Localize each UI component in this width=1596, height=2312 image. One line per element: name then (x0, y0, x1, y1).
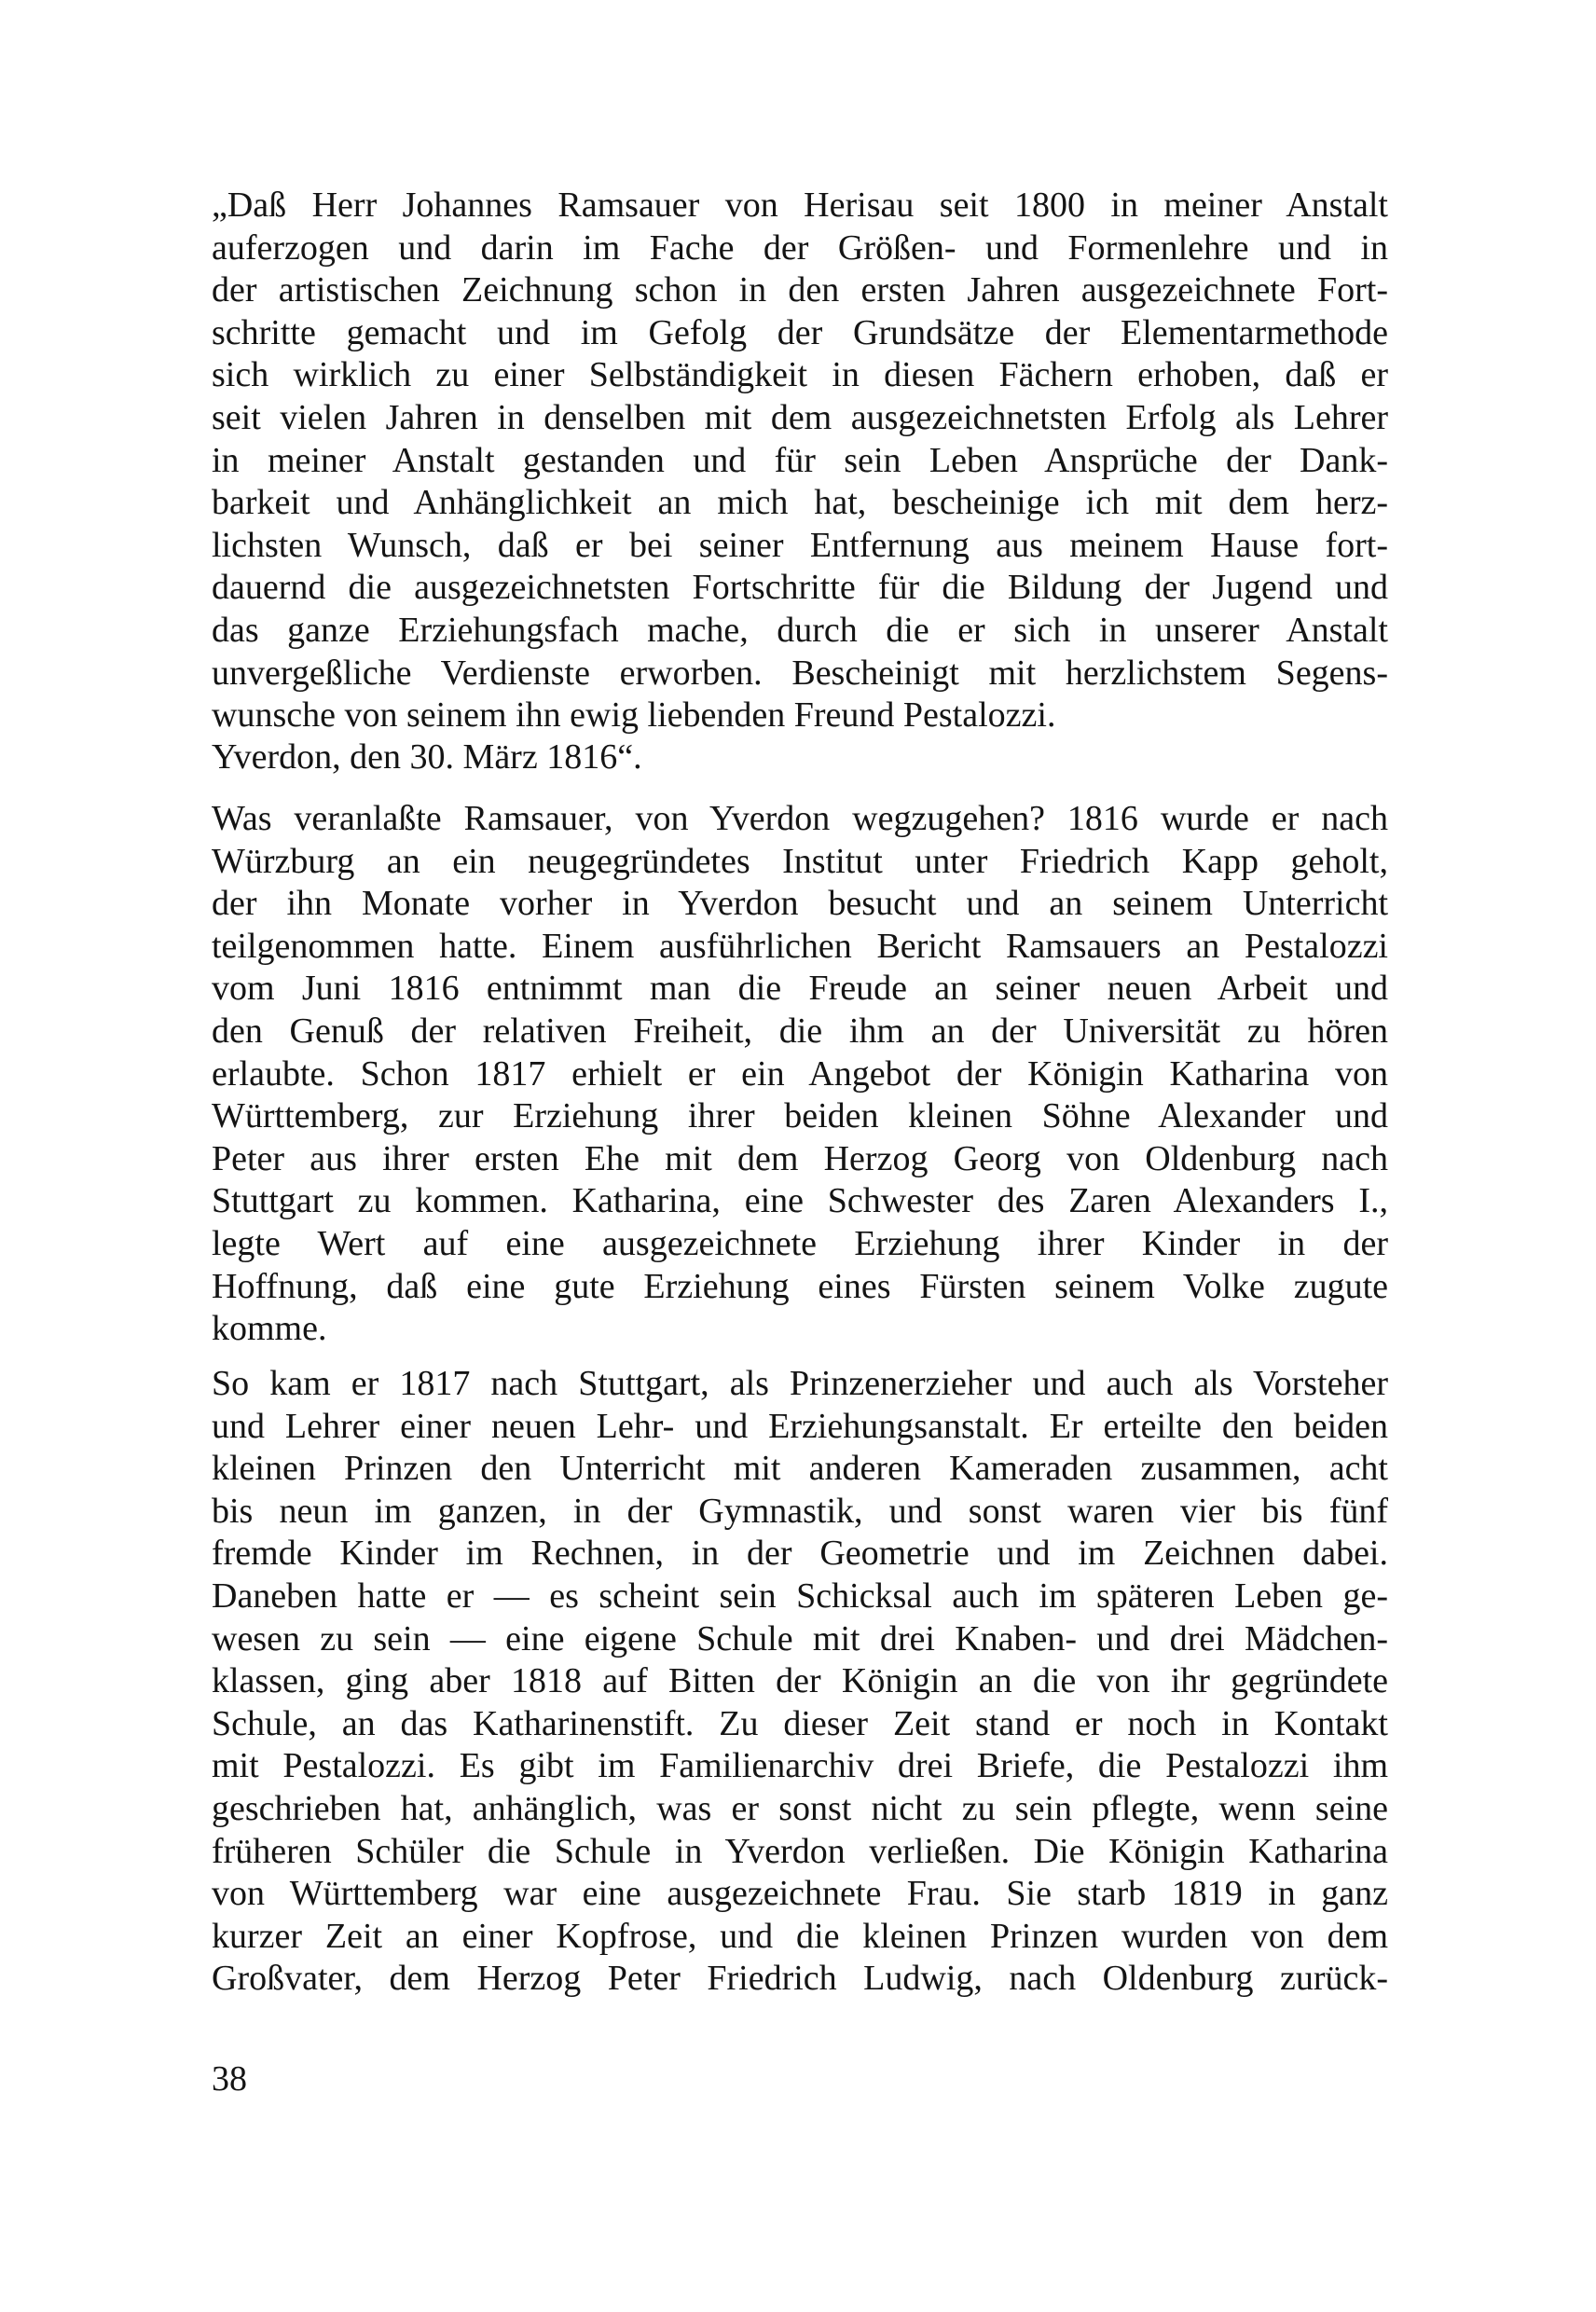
text-line: Yverdon, den 30. März 1816“. (212, 737, 642, 777)
text-line: in meiner Anstalt gestanden und für sein Leben Ansprüche der Dank- (212, 440, 1388, 480)
text-line: wesen zu sein — eine eigene Schule mit drei Knaben- und drei Mädchen- (212, 1618, 1388, 1658)
text-line: erlaubte. Schon 1817 erhielt er ein Angebot der Königin Katharina von (212, 1053, 1388, 1094)
paragraph-departure (212, 798, 1388, 1351)
text-line: Würzburg an ein neugegründetes Institut unter Friedrich Kapp geholt, (212, 841, 1388, 881)
text-line: Stuttgart zu kommen. Katharina, eine Schwester des Zaren Alexanders I., (212, 1181, 1388, 1221)
text-line: Peter aus ihrer ersten Ehe mit dem Herzog Georg von Oldenburg nach (212, 1138, 1388, 1178)
text-line: kleinen Prinzen den Unterricht mit anderen Kameraden zusammen, acht (212, 1449, 1388, 1489)
text-line: wunsche von seinem ihn ewig liebenden Freund Pestalozzi. (212, 695, 1056, 736)
text-line: den Genuß der relativen Freiheit, die ihm an der Universität zu hören (212, 1011, 1388, 1051)
text-line: Hoffnung, daß eine gute Erziehung eines Fürsten seinem Volke zugute (212, 1266, 1388, 1306)
text-line: lichsten Wunsch, daß er bei seiner Entfernung aus meinem Hause fort- (212, 525, 1388, 565)
text-line: Was veranlaßte Ramsauer, von Yverdon wegzugehen? 1816 wurde er nach (212, 799, 1388, 838)
paragraph-stuttgart (212, 1363, 1388, 2001)
text-line: und Lehrer einer neuen Lehr- und Erziehungsanstalt. Er erteilte den beiden (212, 1406, 1388, 1446)
text-line: barkeit und Anhänglichkeit an mich hat, bescheinige ich mit dem herz- (212, 483, 1388, 523)
text-line: der artistischen Zeichnung schon in den ersten Jahren ausgezeichnete Fort- (212, 270, 1388, 310)
text-line: dauernd die ausgezeichnetsten Fortschritte für die Bildung der Jugend und (212, 568, 1388, 608)
text-line: auferzogen und darin im Fache der Größen- und Formenlehre und in (212, 227, 1388, 268)
text-line: So kam er 1817 nach Stuttgart, als Prinzenerzieher und auch als Vorsteher (212, 1364, 1388, 1403)
paragraph-dateline (212, 736, 1388, 779)
text-line: vom Juni 1816 entnimmt man die Freude an seiner neuen Arbeit und (212, 969, 1388, 1009)
text-line: Württemberg, zur Erziehung ihrer beiden kleinen Söhne Alexander und (212, 1096, 1388, 1136)
text-line: fremde Kinder im Rechnen, in der Geometrie und im Zeichnen dabei. (212, 1534, 1388, 1574)
text-line: bis neun im ganzen, in der Gymnastik, und sonst waren vier bis fünf (212, 1491, 1388, 1531)
text-line: „Daß Herr Johannes Ramsauer von Herisau seit 1800 in meiner Anstalt (212, 186, 1388, 225)
text-line: unvergeßliche Verdienste erworben. Bescheinigt mit herzlichstem Segens- (212, 653, 1388, 693)
text-line: komme. (212, 1309, 327, 1349)
text-line: Daneben hatte er — es scheint sein Schicksal auch im späteren Leben ge- (212, 1576, 1388, 1616)
text-line: kurzer Zeit an einer Kopfrose, und die kleinen Prinzen wurden von dem (212, 1916, 1388, 1956)
text-line: früheren Schüler die Schule in Yverdon verließen. Die Königin Katharina (212, 1831, 1388, 1871)
text-line: teilgenommen hatte. Einem ausführlichen Bericht Ramsauers an Pestalozzi (212, 926, 1388, 966)
text-line: klassen, ging aber 1818 auf Bitten der Königin an die von ihr gegründete (212, 1661, 1388, 1701)
text-line: Schule, an das Katharinenstift. Zu dieser Zeit stand er noch in Kontakt (212, 1703, 1388, 1743)
text-line: der ihn Monate vorher in Yverdon besucht und an seinem Unterricht (212, 884, 1388, 924)
text-line: sich wirklich zu einer Selbständigkeit in diesen Fächern erhoben, daß er (212, 355, 1388, 395)
text-line: Großvater, dem Herzog Peter Friedrich Ludwig, nach Oldenburg zurück- (212, 1959, 1388, 1999)
page-number: 38 (212, 2059, 247, 2099)
text-line: seit vielen Jahren in denselben mit dem ausgezeichnetsten Erfolg als Lehrer (212, 397, 1388, 437)
text-line: das ganze Erziehungsfach mache, durch die er sich in unserer Anstalt (212, 610, 1388, 650)
paragraph-certificate (212, 185, 1388, 737)
text-line: von Württemberg war eine ausgezeichnete Frau. Sie starb 1819 in ganz (212, 1874, 1388, 1914)
text-line: geschrieben hat, anhänglich, was er sonst nicht zu sein pflegte, wenn seine (212, 1788, 1388, 1828)
text-line: schritte gemacht und im Gefolg der Grundsätze der Elementarmethode (212, 312, 1388, 352)
text-line: mit Pestalozzi. Es gibt im Familienarchiv drei Briefe, die Pestalozzi ihm (212, 1746, 1388, 1786)
text-line: legte Wert auf eine ausgezeichnete Erziehung ihrer Kinder in der (212, 1223, 1388, 1263)
